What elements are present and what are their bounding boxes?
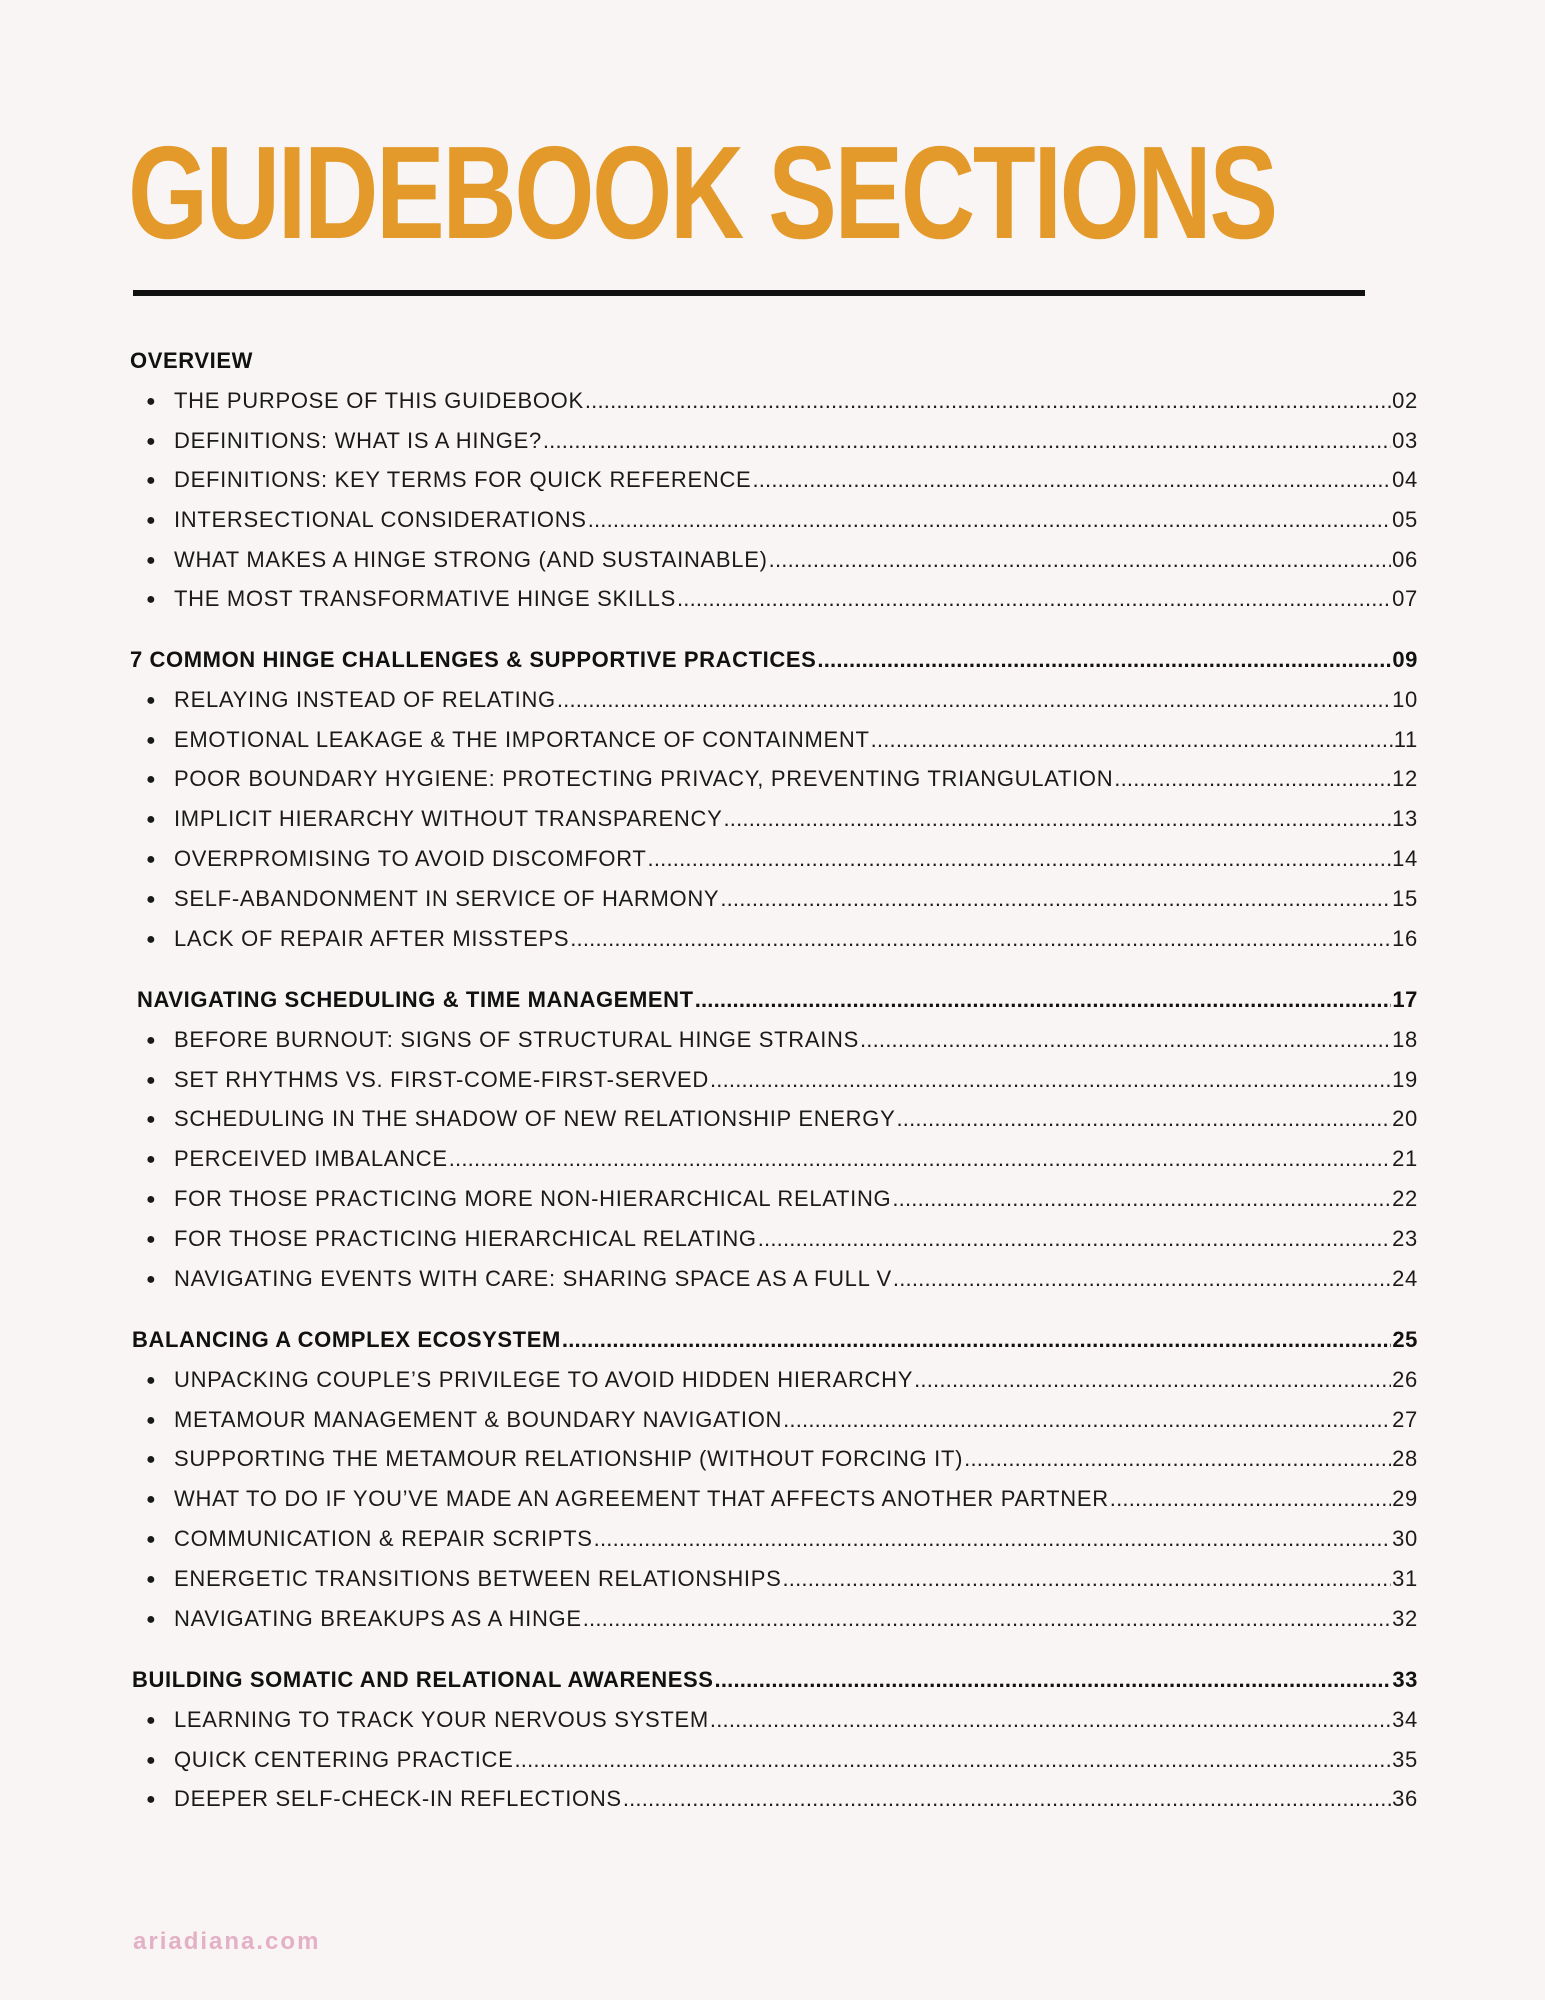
bullet-icon: ● <box>146 851 157 868</box>
section-heading-label: 7 COMMON HINGE CHALLENGES & SUPPORTIVE PRACTICES <box>130 647 817 672</box>
toc-item-label: LEARNING TO TRACK YOUR NERVOUS SYSTEM <box>174 1707 709 1732</box>
page-title: GUIDEBOOK SECTIONS <box>128 119 1276 266</box>
section-heading-label: BUILDING SOMATIC AND RELATIONAL AWARENESS <box>132 1667 714 1692</box>
bullet-icon: ● <box>146 891 157 908</box>
toc-item-page: 24 <box>1392 1266 1418 1291</box>
section-heading-label: BALANCING A COMPLEX ECOSYSTEM <box>132 1327 561 1352</box>
dot-leader <box>449 1146 1391 1172</box>
dot-leader <box>782 1566 1391 1592</box>
dot-leader <box>817 647 1391 673</box>
bullet-icon: ● <box>146 512 157 529</box>
title-divider <box>133 290 1365 296</box>
toc-item-label: SUPPORTING THE METAMOUR RELATIONSHIP (WITHOUT FORCING IT) <box>174 1446 964 1471</box>
toc-item-label: NAVIGATING BREAKUPS AS A HINGE <box>174 1606 582 1631</box>
dot-leader <box>1114 766 1391 792</box>
toc-item-page: 11 <box>1393 727 1418 752</box>
toc-item-label: SELF-ABANDONMENT IN SERVICE OF HARMONY <box>174 886 720 911</box>
section-heading-label: OVERVIEW <box>130 348 253 373</box>
toc-item-label: FOR THOSE PRACTICING HIERARCHICAL RELATING <box>174 1226 757 1251</box>
dot-leader <box>715 1667 1392 1693</box>
dot-leader <box>769 547 1391 573</box>
toc-item-page: 22 <box>1392 1186 1418 1211</box>
toc-item-label: NAVIGATING EVENTS WITH CARE: SHARING SPACE AS A FULL V <box>174 1266 892 1291</box>
bullet-icon: ● <box>146 1611 157 1628</box>
toc-item-page: 15 <box>1392 886 1418 911</box>
toc-item-label: QUICK CENTERING PRACTICE <box>174 1747 514 1772</box>
toc-item-label: DEEPER SELF-CHECK-IN REFLECTIONS <box>174 1786 622 1811</box>
dot-leader <box>723 806 1391 832</box>
toc-item[interactable] <box>146 1786 1418 1816</box>
toc-item-label: THE MOST TRANSFORMATIVE HINGE SKILLS <box>174 586 676 611</box>
toc-item[interactable] <box>146 388 1418 418</box>
bullet-icon: ● <box>146 1712 157 1729</box>
bullet-icon: ● <box>146 1231 157 1248</box>
bullet-icon: ● <box>146 472 157 489</box>
toc-item-label: LACK OF REPAIR AFTER MISSTEPS <box>174 926 570 951</box>
dot-leader <box>543 428 1391 454</box>
toc-item-label: THE PURPOSE OF THIS GUIDEBOOK <box>174 388 584 413</box>
toc-item-page: 16 <box>1392 926 1418 951</box>
toc-item-page: 03 <box>1392 428 1418 453</box>
toc-item-label: SET RHYTHMS VS. FIRST-COME-FIRST-SERVED <box>174 1067 709 1092</box>
toc-item-label: IMPLICIT HIERARCHY WITHOUT TRANSPARENCY <box>174 806 723 831</box>
toc-item[interactable] <box>146 1367 1418 1397</box>
toc-item-page: 34 <box>1392 1707 1418 1732</box>
bullet-icon: ● <box>146 1451 157 1468</box>
dot-leader <box>588 507 1391 533</box>
dot-leader <box>677 586 1391 612</box>
toc-item-page: 10 <box>1392 687 1418 712</box>
dot-leader <box>758 1226 1391 1252</box>
toc-item-page: 29 <box>1392 1486 1418 1511</box>
bullet-icon: ● <box>146 811 157 828</box>
footer-website[interactable]: ariadiana.com <box>133 1928 321 1955</box>
bullet-icon: ● <box>146 692 157 709</box>
bullet-icon: ● <box>146 1491 157 1508</box>
dot-leader <box>783 1407 1391 1433</box>
dot-leader <box>896 1106 1391 1132</box>
dot-leader <box>562 1327 1391 1353</box>
toc-item-page: 02 <box>1392 388 1418 413</box>
toc-item[interactable] <box>146 846 1418 876</box>
toc-item[interactable] <box>146 1747 1418 1777</box>
dot-leader <box>860 1027 1391 1053</box>
toc-item-page: 23 <box>1392 1226 1418 1251</box>
dot-leader <box>648 846 1392 872</box>
toc-item[interactable] <box>146 1106 1418 1136</box>
toc-item[interactable] <box>146 687 1418 717</box>
toc-item[interactable] <box>146 766 1418 796</box>
toc-item-label: UNPACKING COUPLE’S PRIVILEGE TO AVOID HIDDEN HIERARCHY <box>174 1367 914 1392</box>
toc-item[interactable] <box>146 1486 1418 1516</box>
toc-item[interactable] <box>146 1526 1418 1556</box>
toc-item-page: 32 <box>1392 1606 1418 1631</box>
toc-item-page: 31 <box>1392 1566 1418 1591</box>
bullet-icon: ● <box>146 552 157 569</box>
section-heading-page: 17 <box>1392 987 1418 1012</box>
bullet-icon: ● <box>146 1571 157 1588</box>
toc-item-page: 21 <box>1392 1146 1418 1171</box>
bullet-icon: ● <box>146 1752 157 1769</box>
toc-item[interactable] <box>146 727 1418 757</box>
toc-item-label: DEFINITIONS: WHAT IS A HINGE? <box>174 428 542 453</box>
dot-leader <box>695 987 1392 1013</box>
bullet-icon: ● <box>146 771 157 788</box>
toc-item-page: 27 <box>1392 1407 1418 1432</box>
section-heading-page: 33 <box>1392 1667 1418 1692</box>
toc-item-page: 18 <box>1392 1027 1418 1052</box>
toc-item-label: BEFORE BURNOUT: SIGNS OF STRUCTURAL HINGE STRAINS <box>174 1027 859 1052</box>
toc-item[interactable] <box>146 547 1418 577</box>
toc-item-label: PERCEIVED IMBALANCE <box>174 1146 448 1171</box>
toc-item[interactable] <box>146 886 1418 916</box>
toc-item-label: WHAT MAKES A HINGE STRONG (AND SUSTAINABLE) <box>174 547 768 572</box>
dot-leader <box>570 926 1391 952</box>
toc-item-label: FOR THOSE PRACTICING MORE NON-HIERARCHICAL RELATING <box>174 1186 892 1211</box>
dot-leader <box>557 687 1391 713</box>
section-heading-somatic[interactable] <box>132 1667 1418 1697</box>
bullet-icon: ● <box>146 931 157 948</box>
toc-item-label: OVERPROMISING TO AVOID DISCOMFORT <box>174 846 647 871</box>
bullet-icon: ● <box>146 591 157 608</box>
bullet-icon: ● <box>146 393 157 410</box>
bullet-icon: ● <box>146 1531 157 1548</box>
toc-item[interactable] <box>146 1407 1418 1437</box>
section-heading-ecosystem[interactable] <box>132 1327 1418 1357</box>
toc-item-page: 28 <box>1392 1446 1418 1471</box>
toc-item[interactable] <box>146 1146 1418 1176</box>
toc-item-page: 26 <box>1392 1367 1418 1392</box>
dot-leader <box>710 1707 1391 1733</box>
bullet-icon: ● <box>146 1151 157 1168</box>
bullet-icon: ● <box>146 1032 157 1049</box>
toc-item-page: 12 <box>1392 766 1418 791</box>
bullet-icon: ● <box>146 1372 157 1389</box>
dot-leader <box>585 388 1391 414</box>
section-heading-label: NAVIGATING SCHEDULING & TIME MANAGEMENT <box>137 987 694 1012</box>
toc-item[interactable] <box>146 1027 1418 1057</box>
toc-item-page: 36 <box>1392 1786 1418 1811</box>
dot-leader <box>752 467 1391 493</box>
section-heading-hinge-challenges[interactable] <box>130 647 1418 677</box>
toc-item-page: 13 <box>1392 806 1418 831</box>
dot-leader <box>594 1526 1391 1552</box>
toc-item[interactable] <box>146 467 1418 497</box>
toc-item-label: WHAT TO DO IF YOU’VE MADE AN AGREEMENT THAT AFFECTS ANOTHER PARTNER <box>174 1486 1109 1511</box>
dot-leader <box>583 1606 1391 1632</box>
toc-item[interactable] <box>146 1707 1418 1737</box>
dot-leader <box>720 886 1391 912</box>
toc-item[interactable] <box>146 1226 1418 1256</box>
bullet-icon: ● <box>146 1791 157 1808</box>
toc-item-label: POOR BOUNDARY HYGIENE: PROTECTING PRIVACY, PREVENTING TRIANGULATION <box>174 766 1114 791</box>
toc-item-label: METAMOUR MANAGEMENT & BOUNDARY NAVIGATION <box>174 1407 783 1432</box>
toc-item-label: RELAYING INSTEAD OF RELATING <box>174 687 556 712</box>
bullet-icon: ● <box>146 1072 157 1089</box>
toc-item-page: 14 <box>1392 846 1418 871</box>
toc-item[interactable] <box>146 1067 1418 1097</box>
toc-item-label: ENERGETIC TRANSITIONS BETWEEN RELATIONSHIPS <box>174 1566 782 1591</box>
dot-leader <box>914 1367 1391 1393</box>
toc-item[interactable] <box>146 1566 1418 1596</box>
section-heading-overview[interactable] <box>130 348 1418 378</box>
dot-leader <box>893 1266 1391 1292</box>
toc-item-page: 07 <box>1392 586 1418 611</box>
toc-item-page: 19 <box>1392 1067 1418 1092</box>
dot-leader <box>964 1446 1391 1472</box>
dot-leader <box>1110 1486 1391 1512</box>
toc-item[interactable] <box>146 1186 1418 1216</box>
dot-leader <box>623 1786 1391 1812</box>
dot-leader <box>710 1067 1391 1093</box>
toc-item-label: DEFINITIONS: KEY TERMS FOR QUICK REFERENCE <box>174 467 752 492</box>
toc-item-label: EMOTIONAL LEAKAGE & THE IMPORTANCE OF CONTAINMENT <box>174 727 870 752</box>
toc-item[interactable] <box>146 1446 1418 1476</box>
toc-item-page: 30 <box>1392 1526 1418 1551</box>
bullet-icon: ● <box>146 433 157 450</box>
toc-item[interactable] <box>146 428 1418 458</box>
dot-leader <box>515 1747 1392 1773</box>
bullet-icon: ● <box>146 1111 157 1128</box>
bullet-icon: ● <box>146 1412 157 1429</box>
toc-item-label: COMMUNICATION & REPAIR SCRIPTS <box>174 1526 593 1551</box>
dot-leader <box>871 727 1393 753</box>
toc-item-label: INTERSECTIONAL CONSIDERATIONS <box>174 507 587 532</box>
dot-leader <box>892 1186 1391 1212</box>
toc-item[interactable] <box>146 926 1418 956</box>
section-heading-page: 09 <box>1392 647 1418 672</box>
toc-item-page: 35 <box>1392 1747 1418 1772</box>
toc-item-page: 06 <box>1392 547 1418 572</box>
toc-item[interactable] <box>146 1606 1418 1636</box>
bullet-icon: ● <box>146 1191 157 1208</box>
section-heading-scheduling[interactable] <box>137 987 1418 1017</box>
toc-item-page: 04 <box>1392 467 1418 492</box>
section-heading-page: 25 <box>1392 1327 1418 1352</box>
bullet-icon: ● <box>146 732 157 749</box>
toc-item[interactable] <box>146 1266 1418 1296</box>
toc-item[interactable] <box>146 586 1418 616</box>
toc-item-label: SCHEDULING IN THE SHADOW OF NEW RELATIONSHIP ENERGY <box>174 1106 896 1131</box>
toc-item[interactable] <box>146 507 1418 537</box>
toc-item-page: 20 <box>1392 1106 1418 1131</box>
toc-item[interactable] <box>146 806 1418 836</box>
bullet-icon: ● <box>146 1271 157 1288</box>
toc-item-page: 05 <box>1392 507 1418 532</box>
